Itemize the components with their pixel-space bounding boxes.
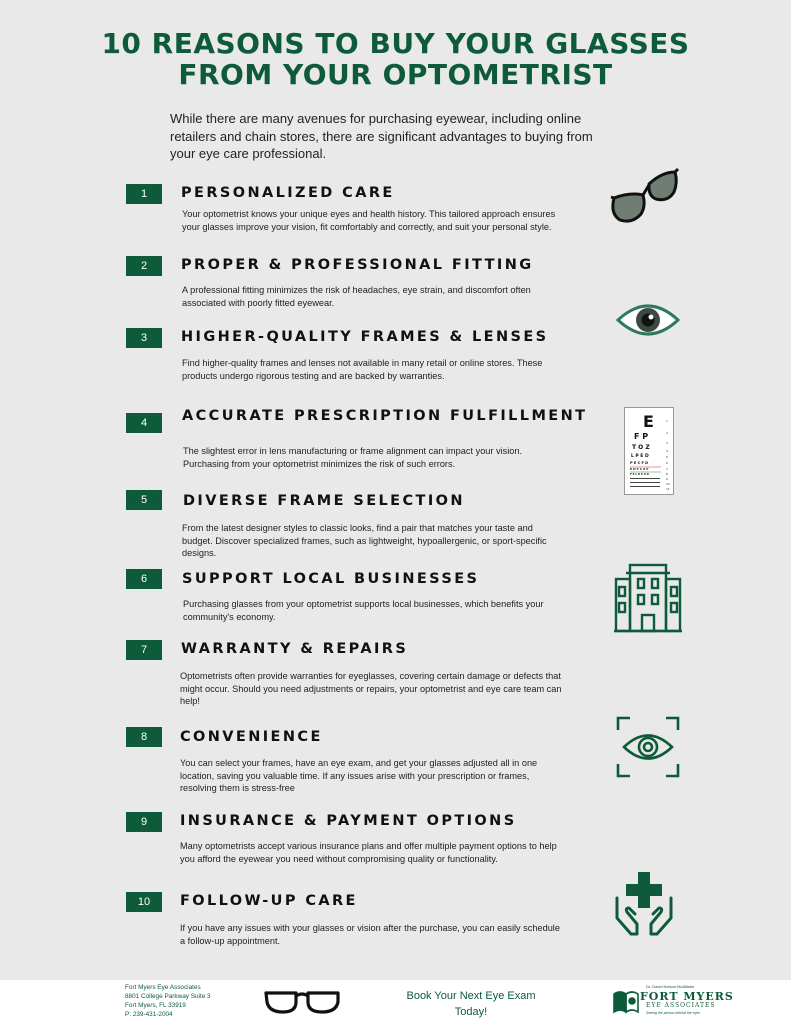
book-logo-icon	[612, 986, 640, 1016]
eye-chart-row-2: F P	[634, 432, 649, 441]
eye-chart-graphic	[625, 408, 673, 494]
page-title-line-2: FROM YOUR OPTOMETRIST	[178, 58, 613, 91]
footer-address	[125, 983, 211, 1019]
logo-subtitle: EYE ASSOCIATES	[646, 1002, 716, 1009]
eye-scan-icon	[616, 716, 680, 778]
reason-title: SUPPORT LOCAL BUSINESSES	[182, 571, 480, 587]
reason-title: CONVENIENCE	[180, 729, 323, 745]
reason-body: Find higher-quality frames and lenses not available in many retail or online stores. These products undergo rigorous testing and are backed by warranties.	[182, 358, 543, 381]
reason-number: 9	[126, 812, 162, 832]
cta-line-2: Today!	[454, 1006, 488, 1018]
eye-chart-number: 6	[666, 461, 668, 465]
reason-body: You can select your frames, have an eye exam, and get your glasses adjusted all in one location, saving you valuable time. If any issues arise with your prescription or frames, resolving them is stress-free	[180, 758, 538, 794]
reason-title: FOLLOW-UP CARE	[180, 893, 358, 909]
eye-chart-icon	[624, 407, 674, 495]
reason-number: 7	[126, 640, 162, 660]
eye-chart-row-3: T O Z	[632, 444, 650, 451]
eye-chart-number: 8	[666, 472, 668, 476]
page-title-line-1: 10 REASONS TO BUY YOUR GLASSES	[101, 27, 690, 60]
reason-title: INSURANCE & PAYMENT OPTIONS	[180, 813, 517, 829]
eye-chart-number: 2	[666, 431, 668, 435]
intro-paragraph: While there are many avenues for purchasing eyewear, including online retailers and chain stores, there are significant advantages to buying from your eye care professional.	[170, 111, 593, 161]
reason-number: 2	[126, 256, 162, 276]
reason-body: Purchasing glasses from your optometrist supports local businesses, which benefits your community's economy.	[183, 599, 544, 622]
eye-chart-number: 5	[666, 455, 668, 459]
reason-number: 3	[126, 328, 162, 348]
reason-title: PROPER & PROFESSIONAL FITTING	[181, 257, 534, 273]
reason-number: 10	[126, 892, 162, 912]
eye-chart-number: 11	[666, 487, 670, 491]
reason-title: ACCURATE PRESCRIPTION FULFILLMENT	[182, 408, 588, 424]
building-icon	[612, 561, 684, 633]
reason-number: 1	[126, 184, 162, 204]
sunglasses-icon	[608, 164, 682, 226]
reason-title: DIVERSE FRAME SELECTION	[183, 493, 465, 509]
footer	[0, 980, 791, 1024]
reason-number: 5	[126, 490, 162, 510]
reason-body: From the latest designer styles to classic looks, find a pair that matches your taste and budget. Discover specialized frames, such as lightweight, hypoallergenic, or sport-specific designs.	[182, 523, 547, 559]
eye-chart-number: 9	[666, 477, 668, 481]
reason-body: Many optometrists accept various insurance plans and offer multiple payment options to help you afford the eyewear you need without compromising quality or functionality.	[180, 841, 557, 864]
book-exam-cta[interactable]	[402, 988, 540, 1020]
logo-name: FORT MYERS	[640, 990, 734, 1003]
reason-number: 4	[126, 413, 162, 433]
reason-title: PERSONALIZED CARE	[181, 185, 395, 201]
care-hands-icon	[613, 868, 675, 938]
address-line: 8801 College Parkway Suite 3	[125, 993, 211, 1000]
eye-icon	[616, 298, 680, 342]
reason-body: A professional fitting minimizes the risk of headaches, eye strain, and discomfort often associated with poorly fitted eyewear.	[182, 285, 531, 308]
reason-title: WARRANTY & REPAIRS	[181, 641, 409, 657]
logo-doctor-name: Dr. David Nelson McAllister	[646, 984, 695, 989]
reason-number: 8	[126, 727, 162, 747]
reason-number: 6	[126, 569, 162, 589]
glasses-icon	[263, 988, 341, 1016]
eye-chart-number: 10	[666, 482, 670, 486]
reason-body: Your optometrist knows your unique eyes and health history. This tailored approach ensures your glasses improve your vision, fit comfortably and correctly, and suit your personal style.	[182, 209, 556, 232]
eye-chart-number: 4	[666, 449, 668, 453]
reason-body: The slightest error in lens manufacturing or frame alignment can impact your vision. Purchasing from your optometrist minimizes the risk of such errors.	[183, 446, 523, 469]
eye-chart-number: 3	[666, 441, 668, 445]
reason-body: Optometrists often provide warranties for eyeglasses, covering certain damage or defects that might occur. Should you need adjustments or repairs, your optometrist and eye care team can help!	[180, 671, 562, 707]
eye-chart-number: 1	[666, 419, 668, 423]
address-line: Fort Myers, FL 33919	[125, 1002, 186, 1009]
address-line: Fort Myers Eye Associates	[125, 984, 201, 991]
cta-line-1: Book Your Next Eye Exam	[406, 990, 536, 1002]
eye-chart-row-4: L P E D	[631, 454, 649, 459]
eye-chart-row-5: P E C F D	[630, 461, 649, 465]
reason-body: If you have any issues with your glasses or vision after the purchase, you can easily schedule a follow-up appointment.	[180, 923, 560, 946]
logo-tagline: Seeing the person behind the eyes	[646, 1011, 701, 1015]
eye-chart-row-7: F E L O P Z D	[630, 473, 649, 476]
address-phone: P: 239-431-2004	[125, 1011, 173, 1018]
eye-chart-row-6: E D F C Z P	[630, 467, 649, 471]
page-title	[0, 28, 791, 90]
eye-chart-number: 7	[666, 467, 668, 471]
reason-title: HIGHER-QUALITY FRAMES & LENSES	[181, 329, 549, 345]
eye-chart-row-1: E	[643, 412, 654, 431]
